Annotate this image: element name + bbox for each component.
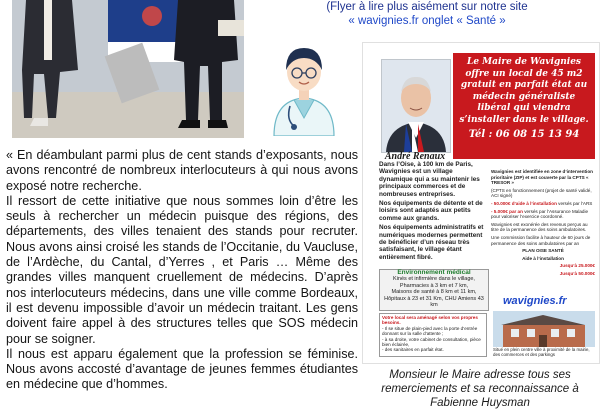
doctor-icon bbox=[268, 36, 340, 136]
local-description-box bbox=[379, 313, 487, 357]
zone-title: Wavignies est identifiée en zone d’intervention prioritaire (ZIP) et est couverte par la CPTS « TRESOR » bbox=[491, 169, 593, 186]
mayor-portrait bbox=[382, 60, 450, 152]
village-description bbox=[379, 161, 487, 263]
medical-environment-line: Hôpitaux à 23 et 31 Km, CHU Amiens 43 km bbox=[384, 295, 484, 309]
article-paragraph: Il ressort de cette initiative que nous sommes loin d’être les seuls à rechercher un médecin puisque des régions, des départements, des villes tenaient des stands pour recruter. Nous avons ainsi croisé les stands de l’Occitanie, du Vaucluse, de l’Ardèche, du Cantal, d’Yerres , et Paris … Même des grandes villes manquent cruellement de médecins. D’après nos interlocuteurs médecins, dans une ville comme Bordeaux, il est devenu impossible d’avoir un médecin traitant. Les gens doivent faire appel à des structures telles que SOS médecin pour se soigner. bbox=[6, 193, 358, 346]
flyer-caption-line1: (Flyer à lire plus aisément sur notre site bbox=[326, 1, 528, 13]
tax-exemption: Wavignies est exonérée des revenus perçus au titre de la permanence des soins ambulatoires. bbox=[491, 221, 588, 233]
mayor-name: André Renaux bbox=[384, 151, 446, 162]
aid-amount: - 50.000€ d’aide à l’installation bbox=[491, 200, 557, 206]
medical-environment-line: Pharmacies à 3 km et 7 km, bbox=[399, 282, 469, 289]
doctor-illustration bbox=[268, 36, 340, 136]
stand-photo-illustration bbox=[12, 0, 244, 138]
commission-text: Une commission facilite à hauteur de 60 jours de permanence des soins ambulatoires par an bbox=[491, 234, 591, 246]
building-illustration bbox=[493, 311, 595, 347]
local-box-line: - à sa droite, votre cabinet de consultation, pièce bien éclairée, bbox=[382, 336, 481, 348]
aid-amount: - 5.000€ par an bbox=[491, 208, 523, 214]
flyer-caption-line2: « wavignies.fr onglet « Santé » bbox=[348, 15, 506, 27]
aid-detail: versés par l’Assurance Maladie pour valoriser l’exercice coordonné. bbox=[491, 208, 589, 220]
medical-environment-box bbox=[379, 269, 489, 311]
mayor-offer-box bbox=[453, 53, 595, 159]
medical-environment-title: Environnement médical bbox=[397, 269, 471, 276]
recruitment-flyer bbox=[362, 42, 600, 364]
local-box-line: - des sanitaires en parfait état. bbox=[382, 347, 444, 353]
site-link[interactable]: wavignies.fr bbox=[503, 295, 567, 307]
medical-environment-line: Kinés et infirmière dans le village, bbox=[393, 276, 475, 283]
office-location-caption: Situé en plein centre ville à proximité de la mairie, des commerces et des parkings bbox=[493, 347, 590, 357]
office-building-photo bbox=[493, 311, 595, 347]
article-body bbox=[6, 148, 358, 400]
zone-subtitle: (CPTS en fonctionnement (projet de santé validé, ACI signé) bbox=[491, 187, 592, 199]
financial-aid-column bbox=[491, 169, 595, 279]
phone-number[interactable]: Tél : 06 08 15 13 94 bbox=[468, 128, 580, 140]
plan-aid: Aide à l’installation bbox=[522, 255, 564, 261]
aid-detail: versés par l’ARS bbox=[558, 200, 593, 206]
plan-amount: Jusqu’à 25.000€ bbox=[559, 263, 595, 269]
article-paragraph: « En déambulant parmi plus de cent stands d’exposants, nous avons rencontré de nombreux interlocuteurs à qui nous avons exposé notre recherche. bbox=[6, 148, 358, 193]
village-intro: Dans l’Oise, à 100 km de Paris, Wavignies est un village dynamique qui a su maintenir les principaux commerces et de nombreuses entreprises. bbox=[379, 161, 480, 198]
stand-photo bbox=[12, 0, 244, 138]
offer-headline: Le Maire de Wavignies offre un local de 45 m2 gratuit en parfait état au médecin généraliste libéral qui viendra s’installer dans le village. bbox=[459, 57, 589, 125]
plan-amount: Jusqu’à 50.000€ bbox=[559, 270, 595, 276]
village-leisure: Nos équipements de détente et de loisirs sont adaptés aux petits comme aux grands. bbox=[379, 200, 483, 222]
local-box-title: Votre local sera aménagé selon vos propres besoins. bbox=[382, 315, 478, 326]
flyer-caption bbox=[262, 0, 592, 30]
local-box-line: - Il se situe de plain-pied avec la porte d’entrée donnant sur la salle d’attente ; bbox=[382, 325, 478, 337]
village-digital: Nos équipements administratifs et numériques modernes permettent de bénéficier d’un réseau très satisfaisant, le village étant entièrement fibré. bbox=[379, 224, 484, 261]
mayor-photo bbox=[381, 59, 451, 153]
plan-title: PLAN OISE SANTÉ bbox=[522, 248, 564, 254]
article-paragraph: Il nous est apparu également que la profession se féminise. Nous avons accosté d’avantage de jeunes femmes étudiantes en médecine que d’hommes. bbox=[6, 346, 358, 392]
medical-environment-line: Maisons de santé à 8 km et 11 km, bbox=[391, 289, 477, 296]
thanks-caption: Monsieur le Maire adresse tous ses remerciements et sa reconnaissance à Fabienne Huysman bbox=[381, 369, 579, 409]
